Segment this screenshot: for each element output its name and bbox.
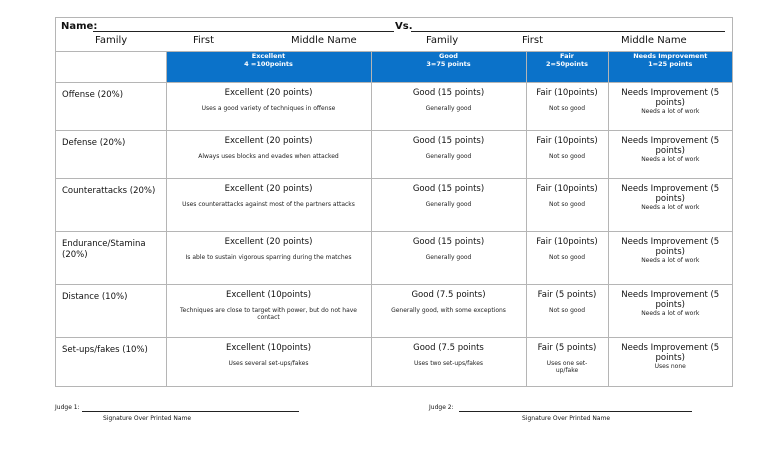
score-good-cell — [371, 284, 526, 337]
score-description: Uses two set-ups/fakes — [413, 359, 484, 367]
score-fair-cell — [526, 284, 608, 337]
score-description: Is able to sustain vigorous sparring during the matches — [185, 253, 352, 261]
criterion-row-endurance — [56, 231, 732, 284]
vs-label: Vs. — [395, 21, 413, 32]
score-description: Needs a lot of work — [641, 203, 700, 211]
sub-family-label: Family — [95, 35, 128, 46]
level-name: Needs Improvement — [633, 52, 708, 60]
rubric-table — [56, 52, 732, 386]
sub-middle-name-label: Middle Name — [291, 35, 357, 46]
score-points: Fair (5 points) — [537, 289, 597, 300]
score-description: Generally good — [425, 104, 472, 112]
criterion-row-setups — [56, 337, 732, 386]
level-scale: 1=25 points — [648, 60, 693, 68]
opponent-middle-name-label: Middle Name — [621, 35, 687, 46]
score-description: Not so good — [548, 104, 586, 112]
criterion-label: Counterattacks (20%) — [56, 178, 166, 231]
criterion-row-defense — [56, 130, 732, 178]
score-points: Needs Improvement (5 points) — [621, 87, 720, 108]
score-points: Good (7.5 points) — [411, 289, 486, 300]
score-excellent-cell — [166, 178, 371, 231]
level-name: Fair — [560, 52, 574, 60]
criterion-row-counterattacks — [56, 178, 732, 231]
opponent-first-label: First — [522, 35, 544, 46]
judge-1-signature-caption: Signature Over Printed Name — [103, 415, 192, 422]
score-needs-improvement-cell — [608, 231, 732, 284]
score-description: Needs a lot of work — [641, 155, 700, 163]
score-points: Fair (10points) — [536, 183, 598, 194]
judge-1-label: Judge 1: — [55, 404, 80, 411]
score-description: Needs a lot of work — [641, 256, 700, 264]
score-points: Excellent (10points) — [225, 342, 312, 353]
score-fair-cell — [526, 337, 608, 386]
criterion-label: Endurance/Stamina (20%) — [56, 231, 166, 284]
score-description: Generally good, with some exceptions — [391, 306, 506, 314]
score-description: Not so good — [548, 200, 586, 208]
score-points: Fair (5 points) — [537, 342, 597, 353]
name-label: Name: — [61, 21, 98, 32]
score-points: Needs Improvement (5 points) — [621, 236, 720, 257]
opponent-family-label: Family — [426, 35, 459, 46]
level-name: Excellent — [251, 52, 286, 60]
criterion-row-distance — [56, 284, 732, 337]
score-description: Generally good — [425, 152, 472, 160]
judge-1-signature-line[interactable] — [82, 411, 299, 412]
score-points: Excellent (20 points) — [224, 135, 313, 146]
level-scale: 2=50points — [546, 60, 588, 68]
score-description: Techniques are close to target with power, but do not have contact — [179, 306, 357, 321]
score-points: Fair (10points) — [536, 87, 598, 98]
score-fair-cell — [526, 231, 608, 284]
score-points: Good (15 points) — [412, 135, 485, 146]
judge-2-signature-line[interactable] — [459, 411, 692, 412]
name-line[interactable] — [93, 31, 394, 32]
criterion-row-offense — [56, 82, 732, 130]
score-excellent-cell — [166, 231, 371, 284]
score-needs-improvement-cell — [608, 284, 732, 337]
level-name: Good — [439, 52, 458, 60]
score-good-cell — [371, 231, 526, 284]
score-description: Uses several set-ups/fakes — [228, 359, 309, 367]
criterion-label: Distance (10%) — [56, 284, 166, 337]
score-points: Fair (10points) — [536, 236, 598, 247]
score-description: Generally good — [425, 253, 472, 261]
score-points: Needs Improvement (5 points) — [621, 135, 720, 156]
score-good-cell — [371, 178, 526, 231]
score-description: Not so good — [548, 152, 586, 160]
score-excellent-cell — [166, 284, 371, 337]
score-description: Generally good — [425, 200, 472, 208]
score-points: Good (15 points) — [412, 87, 485, 98]
score-points: Excellent (20 points) — [224, 183, 313, 194]
score-points: Needs Improvement (5 points) — [621, 342, 720, 363]
opponent-name-line[interactable] — [411, 31, 725, 32]
score-fair-cell — [526, 82, 608, 130]
criterion-label: Offense (20%) — [56, 82, 166, 130]
level-fair — [526, 52, 608, 82]
score-good-cell — [371, 130, 526, 178]
name-header — [56, 18, 732, 52]
score-needs-improvement-cell — [608, 82, 732, 130]
score-description: Needs a lot of work — [641, 107, 700, 115]
judge-2-signature-caption: Signature Over Printed Name — [522, 415, 611, 422]
level-scale: 4 =100points — [244, 60, 293, 68]
score-good-cell — [371, 82, 526, 130]
score-good-cell — [371, 337, 526, 386]
level-header-row — [56, 52, 732, 82]
score-excellent-cell — [166, 82, 371, 130]
score-description: Always uses blocks and evades when attacked — [198, 152, 339, 160]
score-points: Good (7.5 points — [413, 342, 484, 353]
score-points: Good (15 points) — [412, 183, 485, 194]
level-good — [371, 52, 526, 82]
level-scale: 3=75 points — [426, 60, 471, 68]
score-points: Needs Improvement (5 points) — [621, 289, 720, 310]
score-needs-improvement-cell — [608, 337, 732, 386]
score-fair-cell — [526, 178, 608, 231]
empty-corner-cell — [56, 52, 166, 82]
score-points: Good (15 points) — [412, 236, 485, 247]
score-points: Needs Improvement (5 points) — [621, 183, 720, 204]
sub-first-label: First — [193, 35, 215, 46]
rubric-sheet — [55, 17, 733, 387]
criterion-label: Set-ups/fakes (10%) — [56, 337, 166, 386]
score-description: Uses counterattacks against most of the partners attacks — [182, 200, 355, 208]
score-points: Excellent (10points) — [225, 289, 312, 300]
score-description: Uses a good variety of techniques in offense — [201, 104, 336, 112]
level-excellent — [166, 52, 371, 82]
criterion-label: Defense (20%) — [56, 130, 166, 178]
score-excellent-cell — [166, 130, 371, 178]
score-excellent-cell — [166, 337, 371, 386]
score-description: Uses one set-up/fake — [546, 359, 588, 374]
judge-2-label: Judge 2: — [429, 404, 454, 411]
score-description: Needs a lot of work — [641, 309, 700, 317]
level-needs-improvement — [608, 52, 732, 82]
score-points: Excellent (20 points) — [224, 236, 313, 247]
score-description: Not so good — [548, 306, 586, 314]
score-description: Not so good — [548, 253, 586, 261]
score-needs-improvement-cell — [608, 178, 732, 231]
score-description: Uses none — [654, 362, 686, 370]
score-points: Fair (10points) — [536, 135, 598, 146]
score-needs-improvement-cell — [608, 130, 732, 178]
score-points: Excellent (20 points) — [224, 87, 313, 98]
score-fair-cell — [526, 130, 608, 178]
